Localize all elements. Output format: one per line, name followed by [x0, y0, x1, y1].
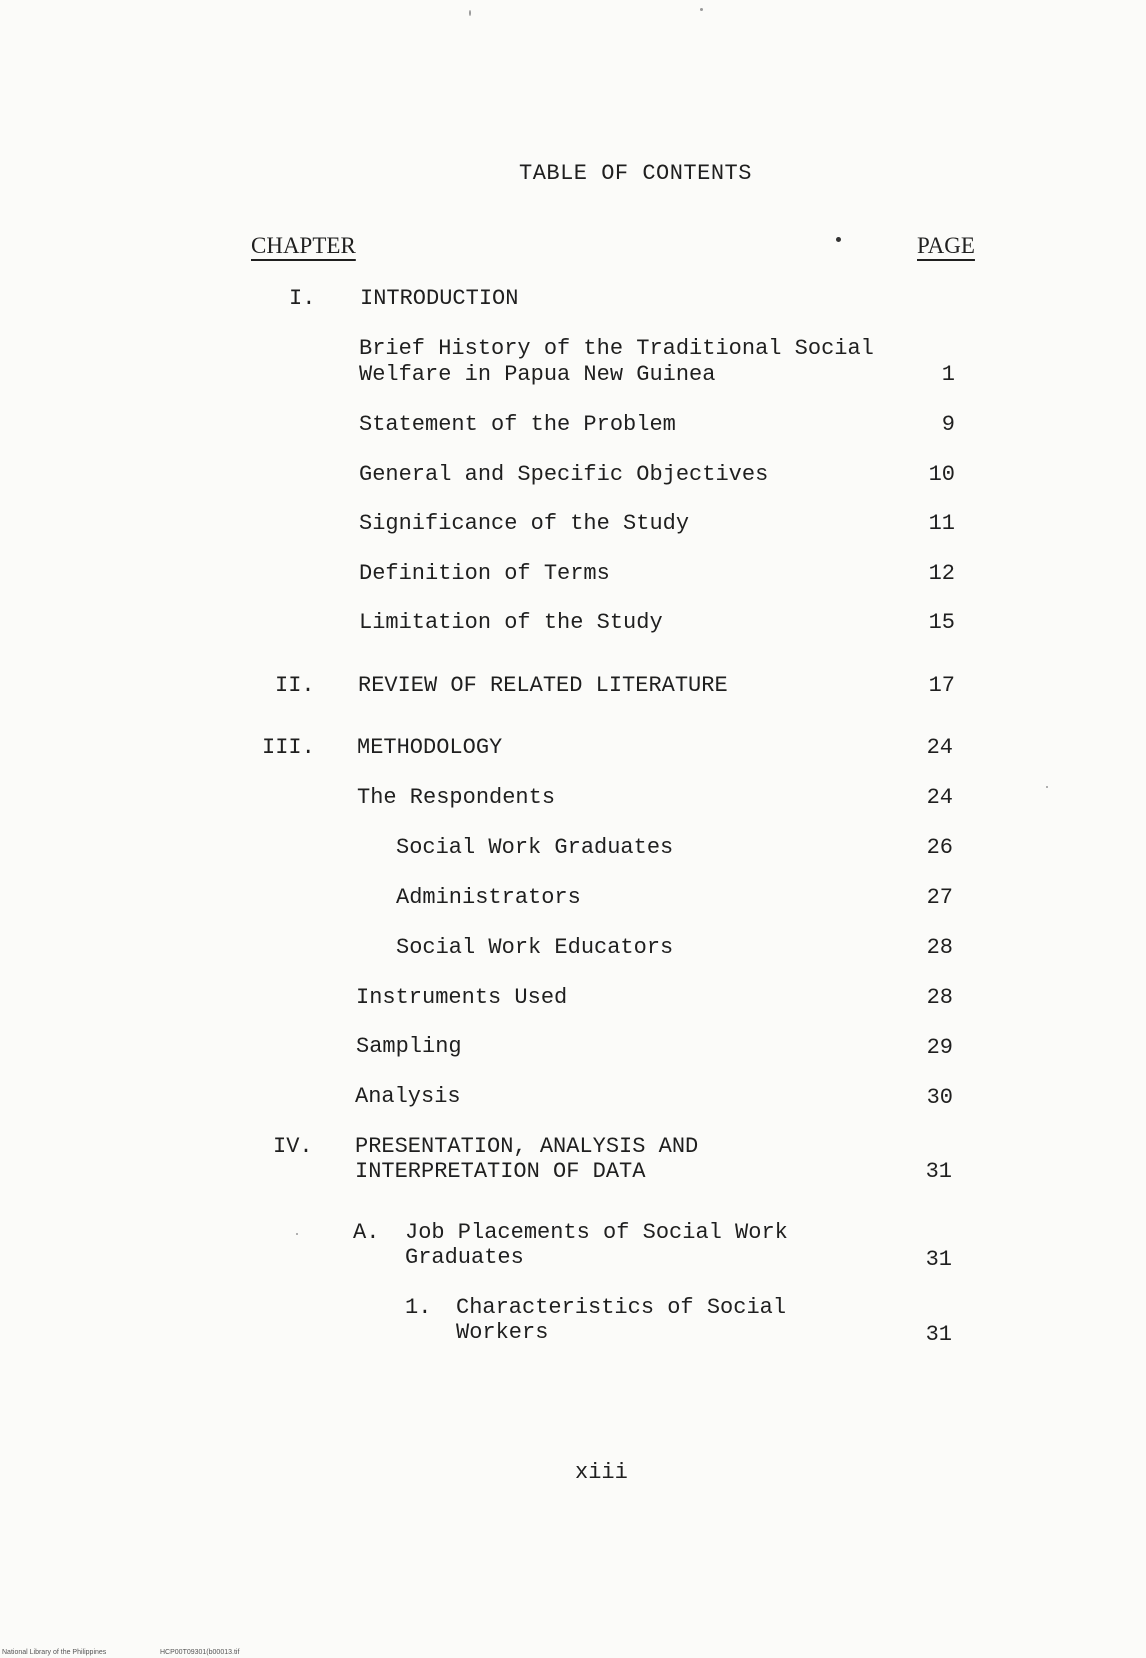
chapter-column-header: CHAPTER [251, 233, 356, 258]
toc-entry-text: Social Work Educators [396, 935, 674, 960]
chapter-4-title: PRESENTATION, ANALYSIS AND [355, 1134, 699, 1159]
scan-speck [1046, 786, 1048, 788]
toc-entry-page: 11 [928, 511, 955, 536]
chapter-1-title: INTRODUCTION [360, 286, 519, 311]
toc-entry-text: Administrators [396, 885, 581, 910]
page-column-header: PAGE [917, 233, 975, 258]
toc-entry-text: The Respondents [357, 785, 556, 810]
scan-speck [296, 1233, 298, 1235]
scan-file-label: HCP00T09301(b00013.tif [160, 1649, 240, 1656]
toc-entry-text: Statement of the Problem [359, 412, 676, 437]
toc-entry-page: 31 [925, 1322, 952, 1347]
chapter-1-numeral: I. [289, 286, 316, 311]
toc-entry-text: Sampling [356, 1034, 462, 1059]
chapter-4-page: 31 [925, 1159, 952, 1184]
toc-entry-text: Brief History of the Traditional Social [359, 336, 874, 361]
chapter-3-page: 24 [926, 735, 953, 760]
toc-entry-page: 15 [928, 610, 955, 635]
toc-entry-page: 30 [926, 1085, 953, 1110]
chapter-2-numeral: II. [275, 673, 315, 698]
toc-entry-page: 12 [928, 561, 955, 586]
chapter-2-page: 17 [928, 673, 955, 698]
toc-entry-text: Social Work Graduates [396, 835, 674, 860]
chapter-4-numeral: IV. [273, 1134, 313, 1159]
scan-source-label: National Library of the Philippines [2, 1649, 107, 1656]
toc-entry-marker: A. [353, 1220, 380, 1245]
toc-entry-page: 28 [926, 935, 953, 960]
chapter-4-title: INTERPRETATION OF DATA [355, 1159, 646, 1184]
toc-entry-text: Significance of the Study [359, 511, 690, 536]
toc-entry-text: Job Placements of Social Work [405, 1220, 788, 1245]
page-title: TABLE OF CONTENTS [519, 161, 752, 186]
toc-entry-page: 29 [926, 1035, 953, 1060]
toc-entry-page: 24 [926, 785, 953, 810]
toc-entry-page: 10 [928, 462, 955, 487]
toc-entry-page: 1 [941, 362, 955, 387]
chapter-3-title: METHODOLOGY [357, 735, 503, 760]
toc-entry-text: Definition of Terms [359, 561, 610, 586]
toc-entry-page: 28 [926, 985, 953, 1010]
scan-speck [469, 10, 471, 16]
chapter-2-title: REVIEW OF RELATED LITERATURE [358, 673, 728, 698]
toc-entry-text: Welfare in Papua New Guinea [359, 362, 716, 387]
toc-entry-text: Instruments Used [356, 985, 568, 1010]
toc-entry-page: 9 [941, 412, 955, 437]
toc-entry-page: 27 [926, 885, 953, 910]
toc-entry-text: Characteristics of Social [456, 1295, 787, 1320]
toc-entry-text: General and Specific Objectives [359, 462, 769, 487]
scan-speck [836, 237, 841, 242]
chapter-3-numeral: III. [262, 735, 315, 760]
toc-entry-text: Limitation of the Study [359, 610, 663, 635]
toc-entry-text: Workers [456, 1320, 549, 1345]
toc-entry-page: 31 [925, 1247, 952, 1272]
page-number: xiii [575, 1460, 628, 1485]
toc-entry-text: Graduates [405, 1245, 524, 1270]
scan-speck [700, 8, 703, 11]
toc-entry-page: 26 [926, 835, 953, 860]
toc-entry-marker: 1. [405, 1295, 432, 1320]
toc-entry-text: Analysis [355, 1084, 461, 1109]
